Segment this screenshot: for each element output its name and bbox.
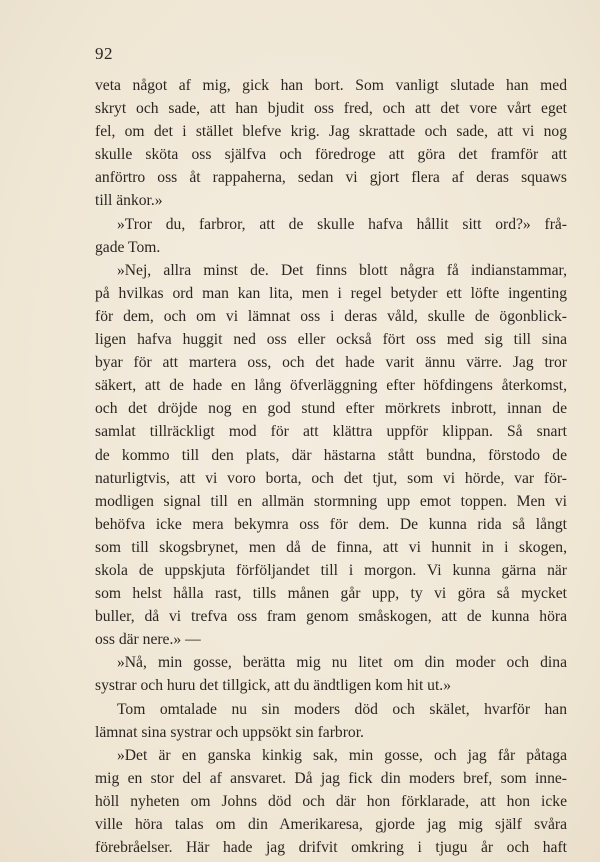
text-line: säkert, att de hade en lång öfverläggning efter höfdingens återkomst,	[95, 377, 567, 395]
text-line: lämnat sina systrar och uppsökt sin farbror.	[95, 723, 364, 741]
text-line: Tom omtalade nu sin moders död och skälet, hvarför han	[117, 700, 567, 718]
body-text	[95, 74, 567, 859]
text-line: skryt och sade, att han bjudit oss fred, och att det vore vårt eget	[95, 100, 567, 118]
text-line: veta något af mig, gick han bort. Som vanligt slutade han med	[95, 77, 567, 94]
text-line: och det dröjde nog en god stund efter mörkrets inbrott, innan de	[95, 400, 567, 418]
text-line: modligen signal till en allmän stormning upp emot toppen. Men vi	[95, 492, 567, 510]
text-line: höll nyheten om Johns död och där hon förklarade, att hon icke	[95, 792, 567, 810]
text-line: buller, då vi trefva oss fram genom småskogen, att de kunna höra	[95, 608, 567, 626]
text-line: oss där nere.» —	[95, 631, 201, 649]
text-line: skulle sköta oss själfva och föredroge att göra det framför att	[95, 146, 567, 164]
text-line: till änkor.»	[95, 192, 163, 210]
text-line: naturligtvis, att vi voro borta, och det tjut, som vi hörde, var för-	[95, 469, 567, 487]
page-number: 92	[95, 44, 113, 63]
text-line: systrar och huru det tillgick, att du ändtligen kom hit ut.»	[95, 677, 451, 695]
text-line: »Nå, min gosse, berätta mig nu litet om din moder och dina	[117, 654, 567, 672]
text-line: förebråelser. Här hade jag drifvit omkring i tjugu år och haft	[95, 839, 567, 857]
text-line: för dem, och om vi lämnat oss i deras våld, skulle de ögonblick-	[95, 307, 567, 325]
text-line: ligen hafva huggit ned oss eller också fört oss med sig till sina	[95, 331, 567, 349]
text-line: gade Tom.	[95, 238, 161, 256]
text-line: de kommo till den plats, där hästarna stått bundna, förstodo de	[95, 446, 567, 464]
text-line: ville höra talas om din Amerikaresa, gjorde jag mig själf svåra	[95, 816, 567, 833]
text-line: »Nej, allra minst de. Det finns blott några få indianstammar,	[117, 261, 567, 279]
text-line: skola de uppskjuta förföljandet till i morgon. Vi kunna gärna när	[95, 561, 567, 579]
text-line: byar för att martera oss, och det hade varit ännu värre. Jag tror	[95, 354, 567, 372]
text-line: behöfva icke mera bekymra oss för dem. De kunna rida så långt	[95, 515, 567, 533]
text-line: »Det är en ganska kinkig sak, min gosse, och jag får påtaga	[117, 746, 567, 764]
text-line: mig en stor del af ansvaret. Då jag fick din moders bref, som inne-	[95, 769, 567, 787]
text-line: »Tror du, farbror, att de skulle hafva hållit sitt ord?» frå-	[117, 215, 567, 233]
text-line: som till skogsbrynet, men då de finna, att vi hunnit in i skogen,	[95, 538, 567, 556]
text-line: fel, om det i stället blefve krig. Jag skrattade och sade, att vi nog	[95, 123, 567, 141]
text-line: på hvilkas ord man kan lita, men i regel betyder ett löfte ingenting	[95, 284, 567, 302]
text-line: samlat tillräckligt mod för att klättra uppför klippan. Så snart	[95, 423, 567, 441]
text-line: anförtro oss åt rappaherna, sedan vi gjort flera af deras squaws	[95, 169, 567, 187]
text-line: som helst hålla rast, tills månen går upp, ty vi göra så mycket	[95, 585, 567, 603]
